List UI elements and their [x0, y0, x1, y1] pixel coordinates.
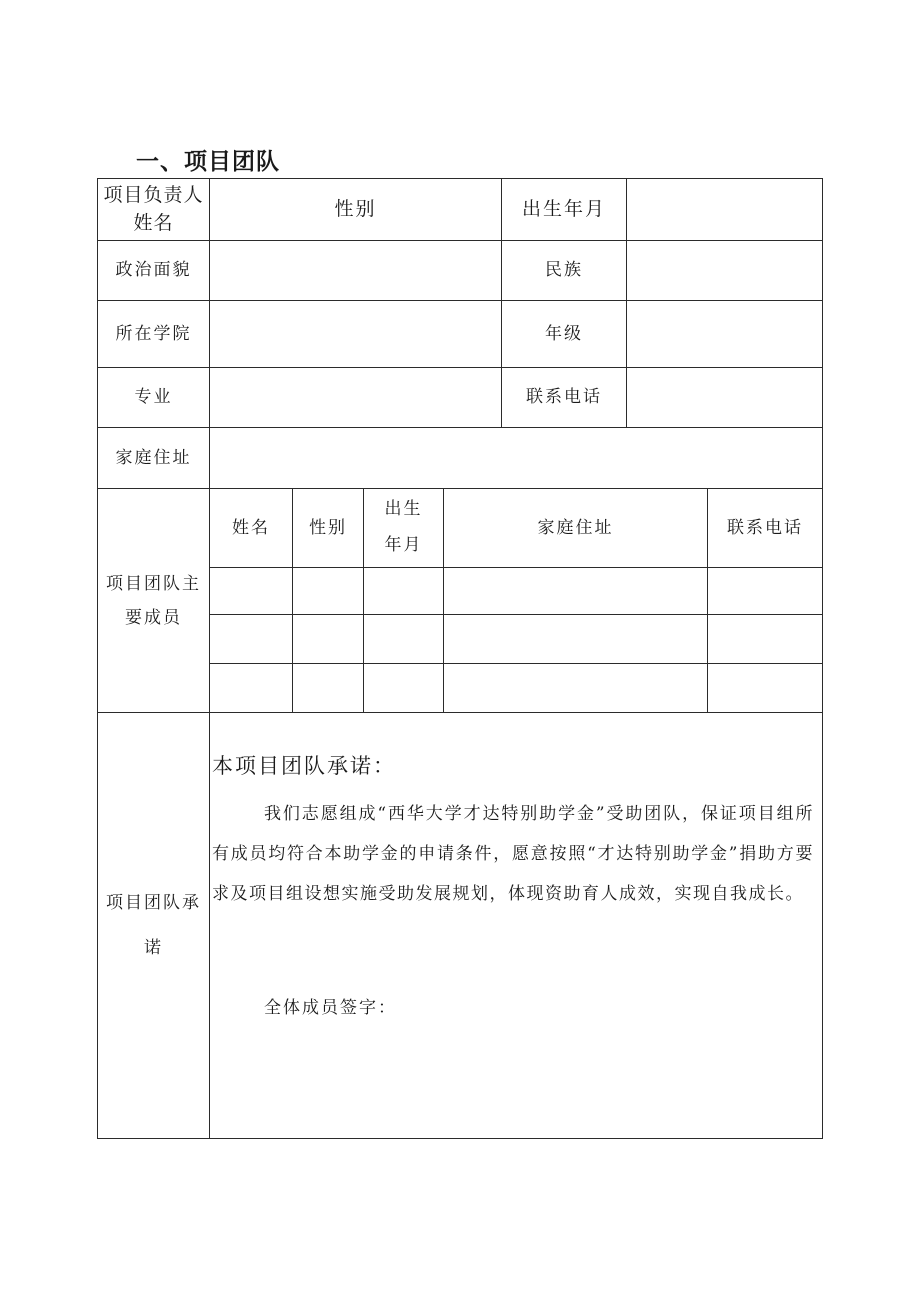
member-2-phone[interactable]: [708, 615, 822, 663]
address-value[interactable]: [210, 428, 822, 488]
member-header-phone: 联系电话: [727, 517, 803, 538]
political-status-label: 政治面貌: [115, 260, 192, 281]
college-label: 所在学院: [115, 323, 192, 344]
promise-section-label-line1: 项目团队承: [106, 893, 201, 914]
section-title: 一、项目团队: [136, 149, 280, 175]
leader-birth-value[interactable]: [627, 179, 822, 240]
phone-label: 联系电话: [526, 387, 602, 408]
promise-section-label-line2: 诺: [144, 937, 163, 958]
leader-name-label-line1: 项目负责人: [103, 183, 204, 206]
phone-value[interactable]: [627, 368, 822, 427]
member-2-address[interactable]: [444, 615, 707, 663]
member-header-name: 姓名: [232, 517, 270, 538]
ethnicity-value[interactable]: [627, 241, 822, 300]
ethnicity-label: 民族: [545, 260, 583, 281]
member-1-birth[interactable]: [364, 568, 443, 614]
member-3-name[interactable]: [210, 664, 292, 712]
leader-birth-label: 出生年月: [521, 197, 606, 220]
member-header-birth-line2: 年月: [384, 535, 423, 555]
member-3-gender[interactable]: [293, 664, 363, 712]
promise-title: 本项目团队承诺：: [212, 754, 396, 778]
grade-label: 年级: [545, 323, 583, 344]
member-1-address[interactable]: [444, 568, 707, 614]
members-section-label-line1: 项目团队主: [106, 573, 201, 594]
member-3-address[interactable]: [444, 664, 707, 712]
member-1-gender[interactable]: [293, 568, 363, 614]
member-header-gender: 性别: [309, 517, 347, 538]
political-status-value[interactable]: [210, 241, 501, 300]
leader-name-label: [98, 179, 209, 240]
major-value[interactable]: [210, 368, 501, 427]
members-section-label: [98, 489, 209, 712]
member-3-phone[interactable]: [708, 664, 822, 712]
college-value[interactable]: [210, 301, 501, 367]
member-header-birth-line1: 出生: [384, 499, 423, 520]
members-section-label-line2: 要成员: [125, 607, 182, 628]
member-2-gender[interactable]: [293, 615, 363, 663]
member-2-name[interactable]: [210, 615, 292, 663]
promise-section-label: [98, 713, 209, 1138]
member-1-phone[interactable]: [708, 568, 822, 614]
leader-gender-label: 性别: [334, 197, 377, 220]
address-label: 家庭住址: [115, 447, 192, 468]
member-header-address: 家庭住址: [537, 517, 614, 538]
member-header-birth: [364, 489, 443, 567]
signature-label: 全体成员签字：: [264, 998, 397, 1018]
member-1-name[interactable]: [210, 568, 292, 614]
grade-value[interactable]: [627, 301, 822, 367]
member-2-birth[interactable]: [364, 615, 443, 663]
member-3-birth[interactable]: [364, 664, 443, 712]
leader-name-label-line2: 姓名: [133, 211, 174, 234]
promise-body: 我们志愿组成“西华大学才达特别助学金”受助团队，保证项目组所有成员均符合本助学金的申请条件，愿意按照“才达特别助学金”捐助方要求及项目组设想实施受助发展规划，体现资助育人成效，实现自我成长。: [212, 804, 814, 904]
major-label: 专业: [134, 387, 173, 408]
